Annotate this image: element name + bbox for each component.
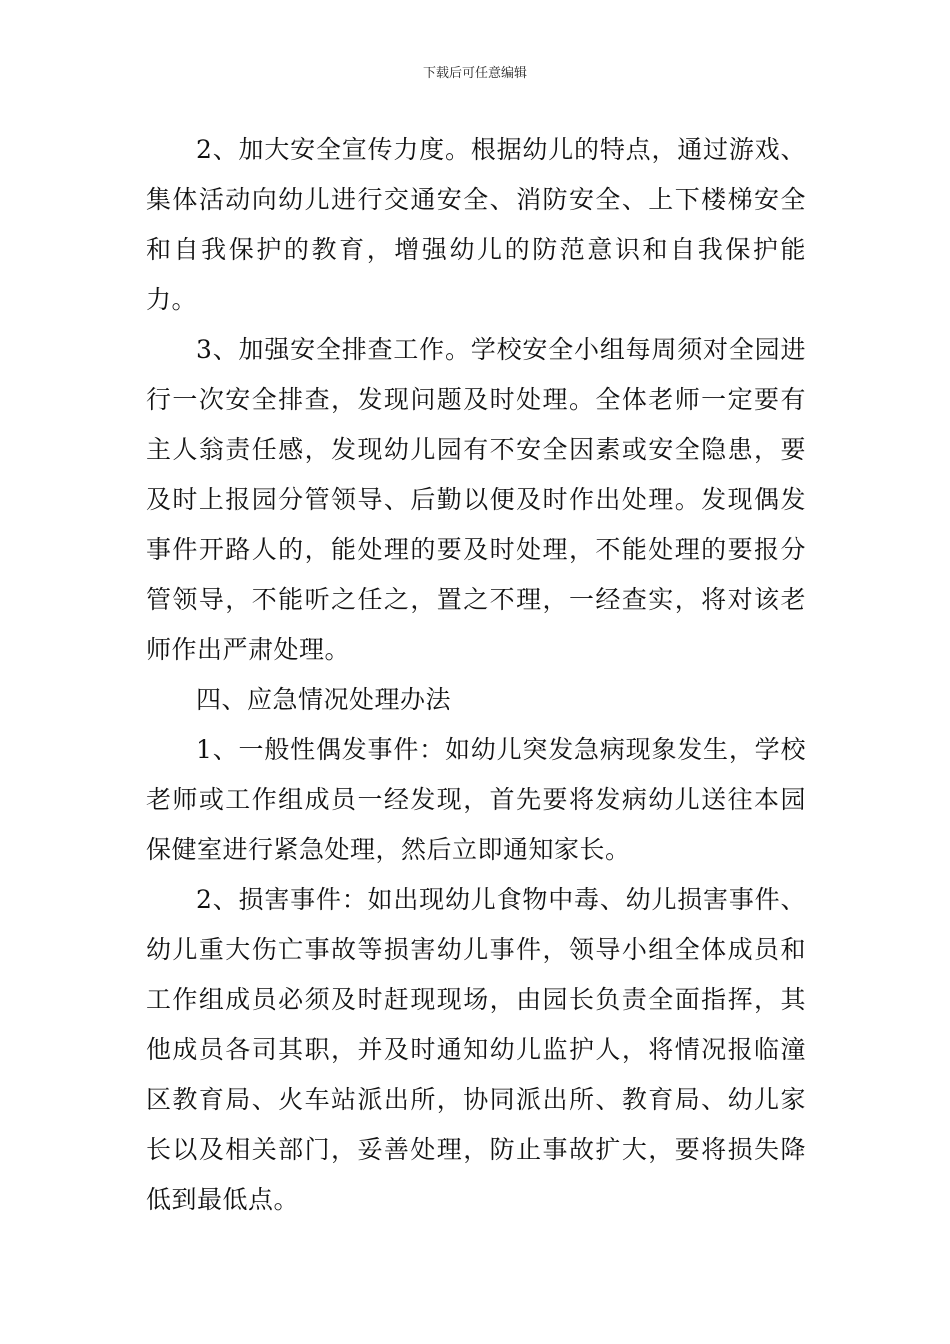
paragraph-harm-incidents: 2、损害事件：如出现幼儿食物中毒、幼儿损害事件、幼儿重大伤亡事故等损害幼儿事件，领导小组全体成员和工作组成员必须及时赶现现场，由园长负责全面指挥，其他成员各司其职，并及时通知幼儿监护人，将情况报临潼区教育局、火车站派出所，协同派出所、教育局、幼儿家长以及相关部门，妥善处理，防止事故扩大，要将损失降低到最低点。 bbox=[146, 885, 806, 1214]
document-body bbox=[146, 125, 806, 1225]
section-heading-emergency: 四、应急情况处理办法 bbox=[196, 685, 452, 714]
paragraph-safety-publicity: 2、加大安全宣传力度。根据幼儿的特点，通过游戏、集体活动向幼儿进行交通安全、消防安全、上下楼梯安全和自我保护的教育，增强幼儿的防范意识和自我保护能力。 bbox=[146, 135, 806, 314]
paragraph-safety-inspection: 3、加强安全排查工作。学校安全小组每周须对全园进行一次安全排查，发现问题及时处理。全体老师一定要有主人翁责任感，发现幼儿园有不安全因素或安全隐患，要及时上报园分管领导、后勤以便及时作出处理。发现偶发事件开路人的，能处理的要及时处理，不能处理的要报分管领导，不能听之任之，置之不理，一经查实，将对该老师作出严肃处理。 bbox=[146, 335, 806, 664]
paragraph-general-incidents: 1、一般性偶发事件：如幼儿突发急病现象发生，学校老师或工作组成员一经发现，首先要将发病幼儿送往本园保健室进行紧急处理，然后立即通知家长。 bbox=[146, 735, 806, 864]
page-header-note: 下载后可任意编辑 bbox=[422, 66, 527, 81]
